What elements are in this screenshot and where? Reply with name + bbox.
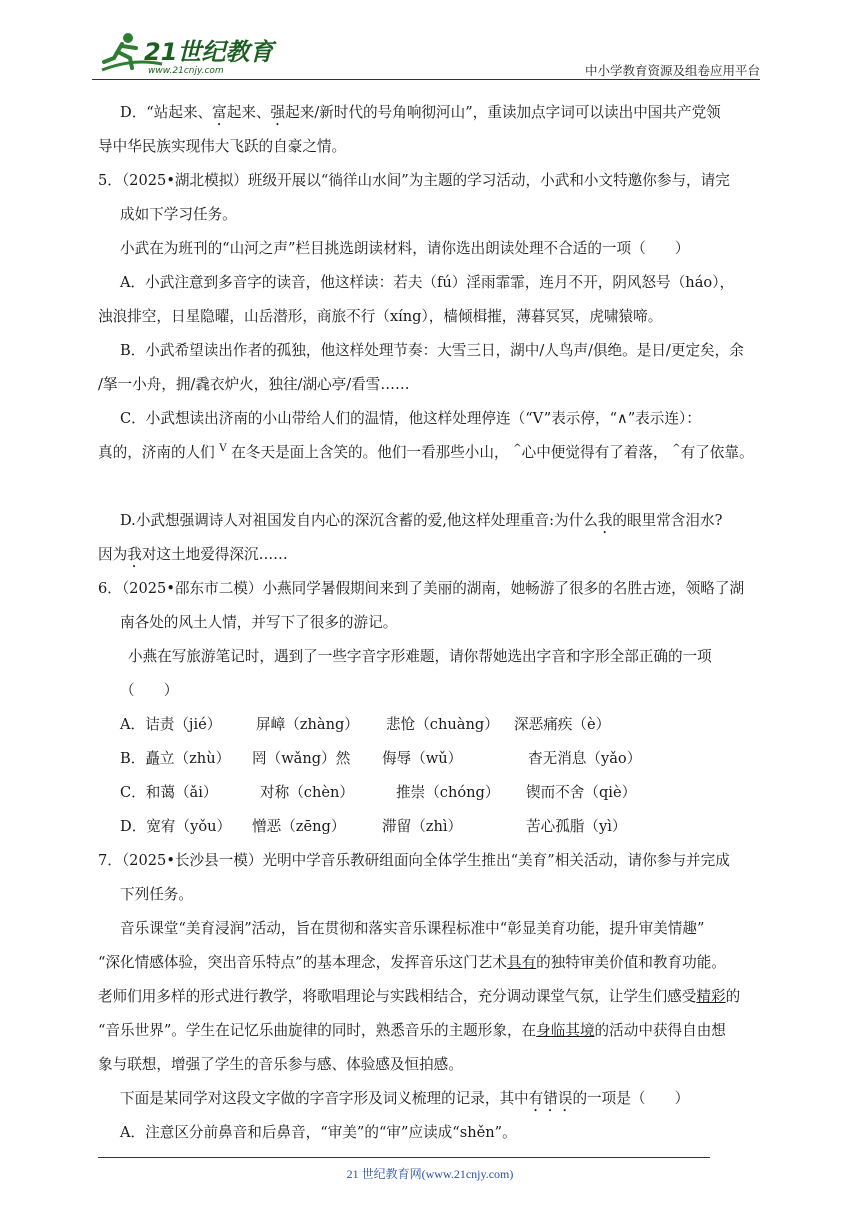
q5-stem-2: 成如下学习任务。 bbox=[120, 206, 237, 223]
q7-passage-1: 音乐课堂“美育浸润”活动，旨在贯彻和落实音乐课程标准中“彰显美育功能，提升审美情趣” bbox=[120, 920, 705, 937]
q7-passage-5: 象与联想，增强了学生的音乐参与感、体验感及恒拍感。 bbox=[98, 1056, 463, 1073]
q6-option-d: D．宽宥（yǒu） 憎恶（zēng） 滞留（zhì） 苦心孤脂（yì） bbox=[120, 818, 627, 835]
q6-intro-2: （ ） bbox=[120, 682, 179, 699]
svg-text:21世纪教育: 21世纪教育 bbox=[144, 38, 274, 66]
q7-passage-2: “深化情感体验，突出音乐特点”的基本理念，发挥音乐这门艺术具有的独特审美价值和教育功能。 bbox=[98, 954, 726, 971]
q5-option-b-1: B．小武希望读出作者的孤独，他这样处理节奏：大雪三日，湖中/人鸟声/俱绝。是日/更定矣，余 bbox=[120, 342, 744, 359]
q6-intro-1: 小燕在写旅游笔记时，遇到了一些字音字形难题，请你帮她选出字音和字形全部正确的一项 bbox=[128, 648, 712, 665]
q4-option-d: D．“站起来、富起来、强起来/新时代的号角响彻河山”，重读加点字词可以读出中国共产党领 bbox=[120, 104, 721, 121]
q7-stem-1: 7．（2025•长沙县一模）光明中学音乐教研组面向全体学生推出“美育”相关活动，请你参与并完成 bbox=[98, 852, 730, 869]
header-platform-text: 中小学教育资源及组卷应用平台 bbox=[584, 63, 760, 78]
q7-option-a: A．注意区分前鼻音和后鼻音，“审美”的“审”应读成“shěn”。 bbox=[120, 1124, 517, 1141]
footer-divider bbox=[98, 1157, 710, 1158]
q6-option-b: B．矗立（zhù） 罔（wǎng）然 侮辱（wǔ） 杳无消息（yǎo） bbox=[120, 750, 642, 767]
q5-option-c-2: 真的，济南的人们 $^V$ 在冬天是面上含笑的。他们一看那些小山， ^心中便觉得有了着落， ^有了依靠。 bbox=[98, 443, 754, 461]
q7-passage-3: 老师们用多样的形式进行教学，将歌唱理论与实践相结合，充分调动课堂气氛，让学生们感受精彩的 bbox=[98, 988, 741, 1005]
q6-stem-2: 南各处的风土人情，并写下了很多的游记。 bbox=[120, 614, 398, 631]
q5-option-a-2: 浊浪排空，日星隐曜，山岳潜形，商旅不行（xíng），樯倾楫摧，薄暮冥冥，虎啸猿啼。 bbox=[98, 308, 663, 325]
page-header bbox=[92, 28, 760, 80]
q6-option-c: C．和蔼（ǎi） 对称（chèn） 推崇（chóng） 锲而不舍（qiè） bbox=[120, 784, 637, 801]
q5-option-d-2: 因为我对这土地爱得深沉…… bbox=[98, 546, 288, 563]
svg-text:www.21cnjy.com: www.21cnjy.com bbox=[148, 66, 224, 76]
page-footer: 21 世纪教育网(www.21cnjy.com) bbox=[346, 1167, 514, 1181]
q5-intro: 小武在为班刊的“山河之声”栏目挑选朗读材料，请你选出朗读处理不合适的一项（ ） bbox=[120, 240, 690, 257]
q6-option-a: A．诘责（jié） 屏嶂（zhàng） 悲怆（chuàng） 深恶痛疾（è） bbox=[120, 716, 611, 733]
q7-passage-4: “音乐世界”。学生在记忆乐曲旋律的同时，熟悉音乐的主题形象，在身临其境的活动中获得自由想 bbox=[98, 1022, 726, 1039]
header-divider bbox=[92, 79, 760, 80]
document-body bbox=[98, 96, 770, 1150]
q5-option-a-1: A．小武注意到多音字的读音，他这样读：若夫（fú）淫雨霏霏，连月不开，阴风怒号（háo）， bbox=[120, 274, 735, 291]
q4-option-d-cont: 导中华民族实现伟大飞跃的自豪之情。 bbox=[98, 138, 347, 155]
q7-question: 下面是某同学对这段文字做的字音字形及词义梳理的记录，其中有错误的一项是（ ） bbox=[120, 1090, 690, 1107]
q7-stem-2: 下列任务。 bbox=[120, 886, 193, 903]
site-logo bbox=[92, 28, 292, 78]
q5-stem-1: 5．（2025•湖北模拟）班级开展以“徜徉山水间”为主题的学习活动，小武和小文特邀你参与，请完 bbox=[98, 172, 730, 189]
q5-option-d-1: D.小武想强调诗人对祖国发自内心的深沉含蓄的爱,他这样处理重音:为什么我的眼里常含泪水? bbox=[120, 512, 723, 529]
q5-option-b-2: /拏一小舟，拥/毳衣炉火，独往/湖心亭/看雪…… bbox=[98, 376, 410, 393]
q5-option-c-1: C．小武想读出济南的小山带给人们的温情，他这样处理停连（“V”表示停，“∧”表示连）： bbox=[120, 410, 701, 427]
q6-stem-1: 6．（2025•邵东市二模）小燕同学暑假期间来到了美丽的湖南，她畅游了很多的名胜古迹，领略了湖 bbox=[98, 580, 745, 597]
